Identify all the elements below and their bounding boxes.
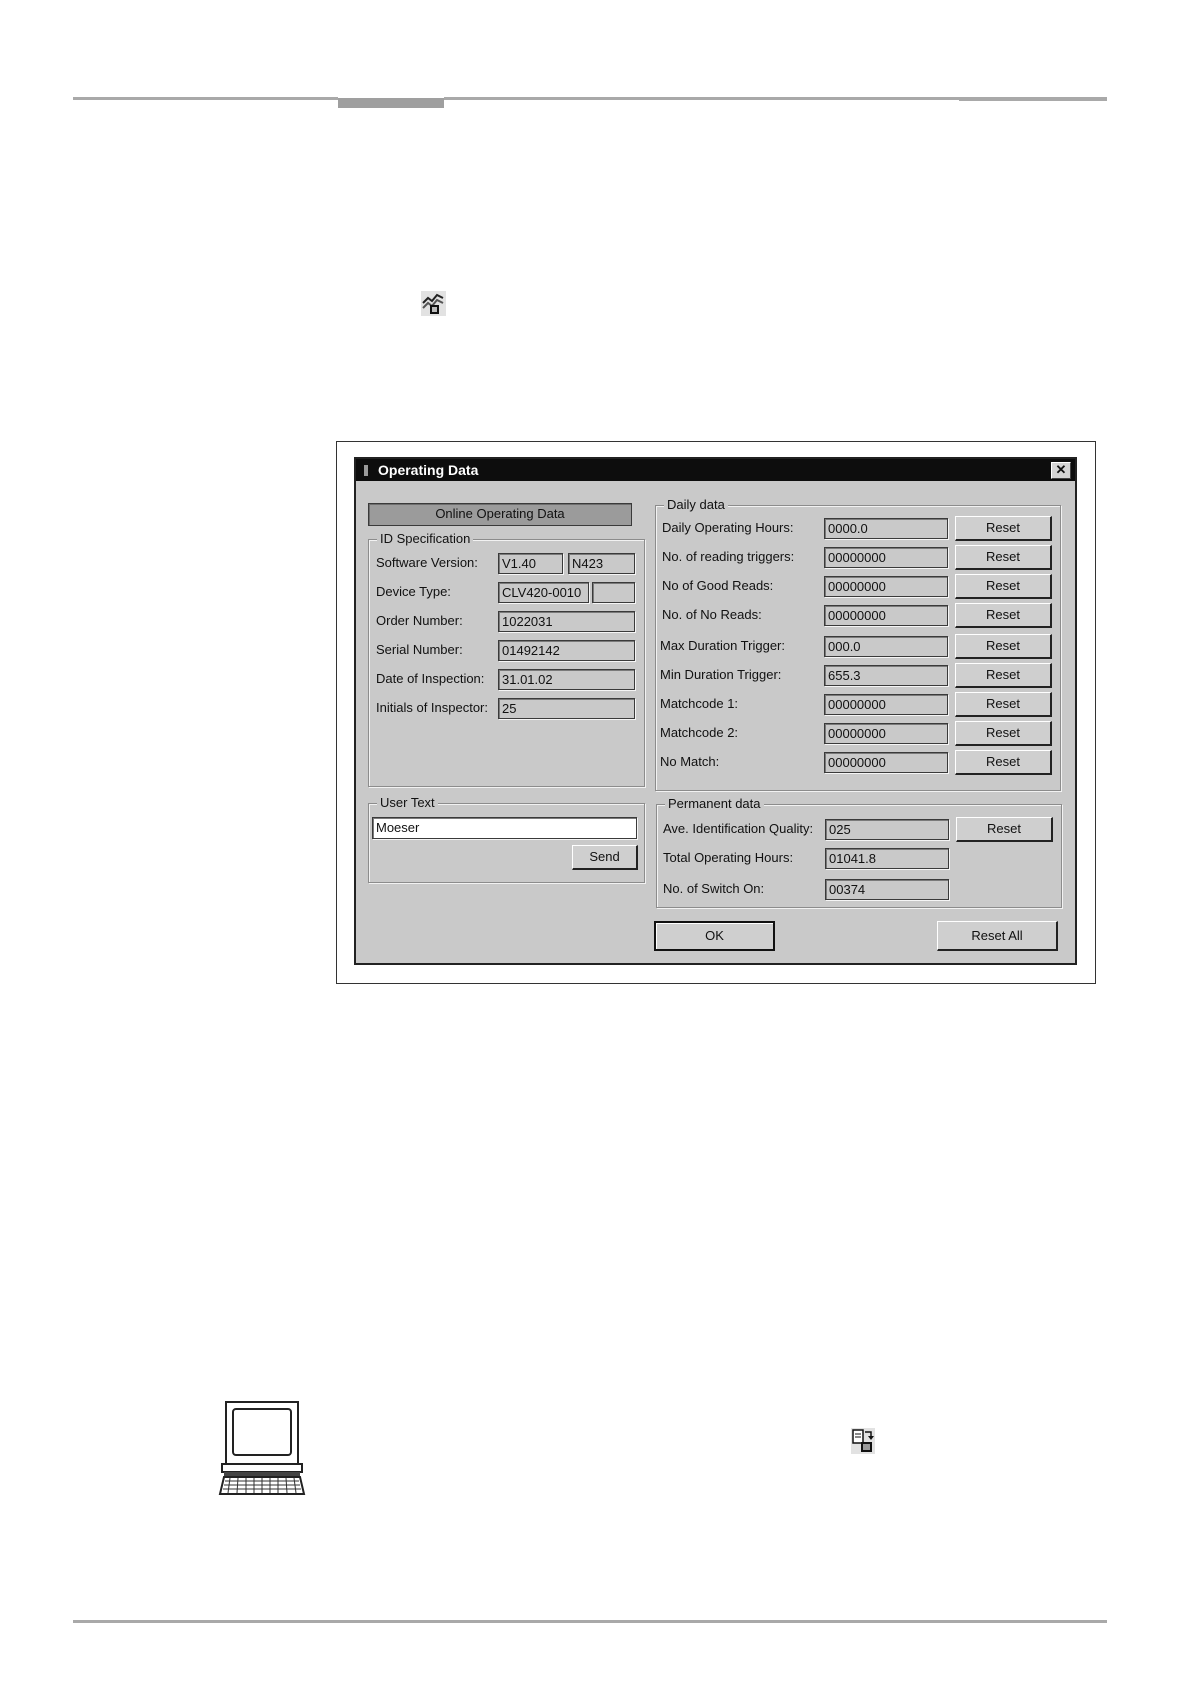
software-build-field[interactable]: N423	[568, 553, 635, 574]
device-type-field[interactable]: CLV420-0010	[498, 582, 589, 603]
dialog-title: Operating Data	[378, 462, 479, 478]
header-rule-left	[73, 97, 338, 100]
reset-no-reads-button[interactable]: Reset	[955, 603, 1052, 628]
date-of-inspection-label: Date of Inspection:	[376, 671, 485, 686]
initials-of-inspector-label: Initials of Inspector:	[376, 700, 488, 715]
matchcode-1-field[interactable]: 00000000	[824, 694, 948, 715]
good-reads-field[interactable]: 00000000	[824, 576, 948, 597]
system-menu-icon[interactable]	[364, 465, 368, 476]
device-parameter-icon	[851, 1428, 875, 1454]
min-duration-trigger-field[interactable]: 655.3	[824, 665, 948, 686]
reset-max-duration-trigger-button[interactable]: Reset	[955, 634, 1052, 659]
close-button[interactable]	[1051, 462, 1071, 479]
close-icon: ✕	[1055, 462, 1067, 477]
user-text-group	[368, 795, 645, 883]
serial-number-label: Serial Number:	[376, 642, 463, 657]
header-rule-right	[959, 97, 1107, 101]
dialog-titlebar[interactable]	[356, 459, 1075, 481]
no-match-label: No Match:	[660, 754, 720, 769]
switch-on-count-label: No. of Switch On:	[663, 881, 765, 896]
switch-on-count-field[interactable]: 00374	[825, 879, 949, 900]
total-operating-hours-label: Total Operating Hours:	[663, 850, 794, 865]
reset-min-duration-trigger-button[interactable]: Reset	[955, 663, 1052, 688]
operating-data-icon	[421, 291, 446, 316]
reset-daily-operating-hours-button[interactable]: Reset	[955, 516, 1052, 541]
id-specification-legend: ID Specification	[377, 531, 473, 547]
reset-identification-quality-button[interactable]: Reset	[956, 817, 1053, 842]
header-rule-middle	[444, 97, 959, 100]
computer-terminal-icon	[216, 1400, 308, 1496]
matchcode-1-label: Matchcode 1:	[660, 696, 739, 711]
device-type-extra-field[interactable]	[592, 582, 635, 603]
send-button[interactable]: Send	[572, 845, 638, 870]
software-version-field[interactable]: V1.40	[498, 553, 563, 574]
reset-no-match-button[interactable]: Reset	[955, 750, 1052, 775]
total-operating-hours-field[interactable]: 01041.8	[825, 848, 949, 869]
good-reads-label: No of Good Reads:	[662, 578, 774, 593]
operating-data-dialog	[354, 457, 1077, 965]
reset-matchcode-2-button[interactable]: Reset	[955, 721, 1052, 746]
matchcode-2-label: Matchcode 2:	[660, 725, 739, 740]
max-duration-trigger-field[interactable]: 000.0	[824, 636, 948, 657]
order-number-field[interactable]: 1022031	[498, 611, 635, 632]
daily-operating-hours-label: Daily Operating Hours:	[662, 520, 794, 535]
id-specification-group	[368, 531, 645, 787]
identification-quality-field[interactable]: 025	[825, 819, 949, 840]
software-version-label: Software Version:	[376, 555, 478, 570]
header-tab-marker	[338, 98, 444, 108]
reset-all-button[interactable]: Reset All	[937, 921, 1058, 951]
reset-matchcode-1-button[interactable]: Reset	[955, 692, 1052, 717]
max-duration-trigger-label: Max Duration Trigger:	[660, 638, 785, 653]
device-type-label: Device Type:	[376, 584, 451, 599]
permanent-data-legend: Permanent data	[665, 796, 764, 812]
reading-triggers-label: No. of reading triggers:	[662, 549, 795, 564]
reading-triggers-field[interactable]: 00000000	[824, 547, 948, 568]
no-match-field[interactable]: 00000000	[824, 752, 948, 773]
identification-quality-label: Ave. Identification Quality:	[663, 821, 814, 836]
serial-number-field[interactable]: 01492142	[498, 640, 635, 661]
date-of-inspection-field[interactable]: 31.01.02	[498, 669, 635, 690]
no-reads-field[interactable]: 00000000	[824, 605, 948, 626]
no-reads-label: No. of No Reads:	[662, 607, 762, 622]
daily-data-legend: Daily data	[664, 497, 728, 513]
footer-rule	[73, 1620, 1107, 1623]
initials-of-inspector-field[interactable]: 25	[498, 698, 635, 719]
reset-reading-triggers-button[interactable]: Reset	[955, 545, 1052, 570]
user-text-legend: User Text	[377, 795, 438, 811]
min-duration-trigger-label: Min Duration Trigger:	[660, 667, 782, 682]
ok-button[interactable]: OK	[654, 921, 775, 951]
user-text-input[interactable]: Moeser	[372, 817, 637, 839]
online-operating-data-banner: Online Operating Data	[368, 503, 632, 526]
order-number-label: Order Number:	[376, 613, 463, 628]
matchcode-2-field[interactable]: 00000000	[824, 723, 948, 744]
reset-good-reads-button[interactable]: Reset	[955, 574, 1052, 599]
daily-operating-hours-field[interactable]: 0000.0	[824, 518, 948, 539]
